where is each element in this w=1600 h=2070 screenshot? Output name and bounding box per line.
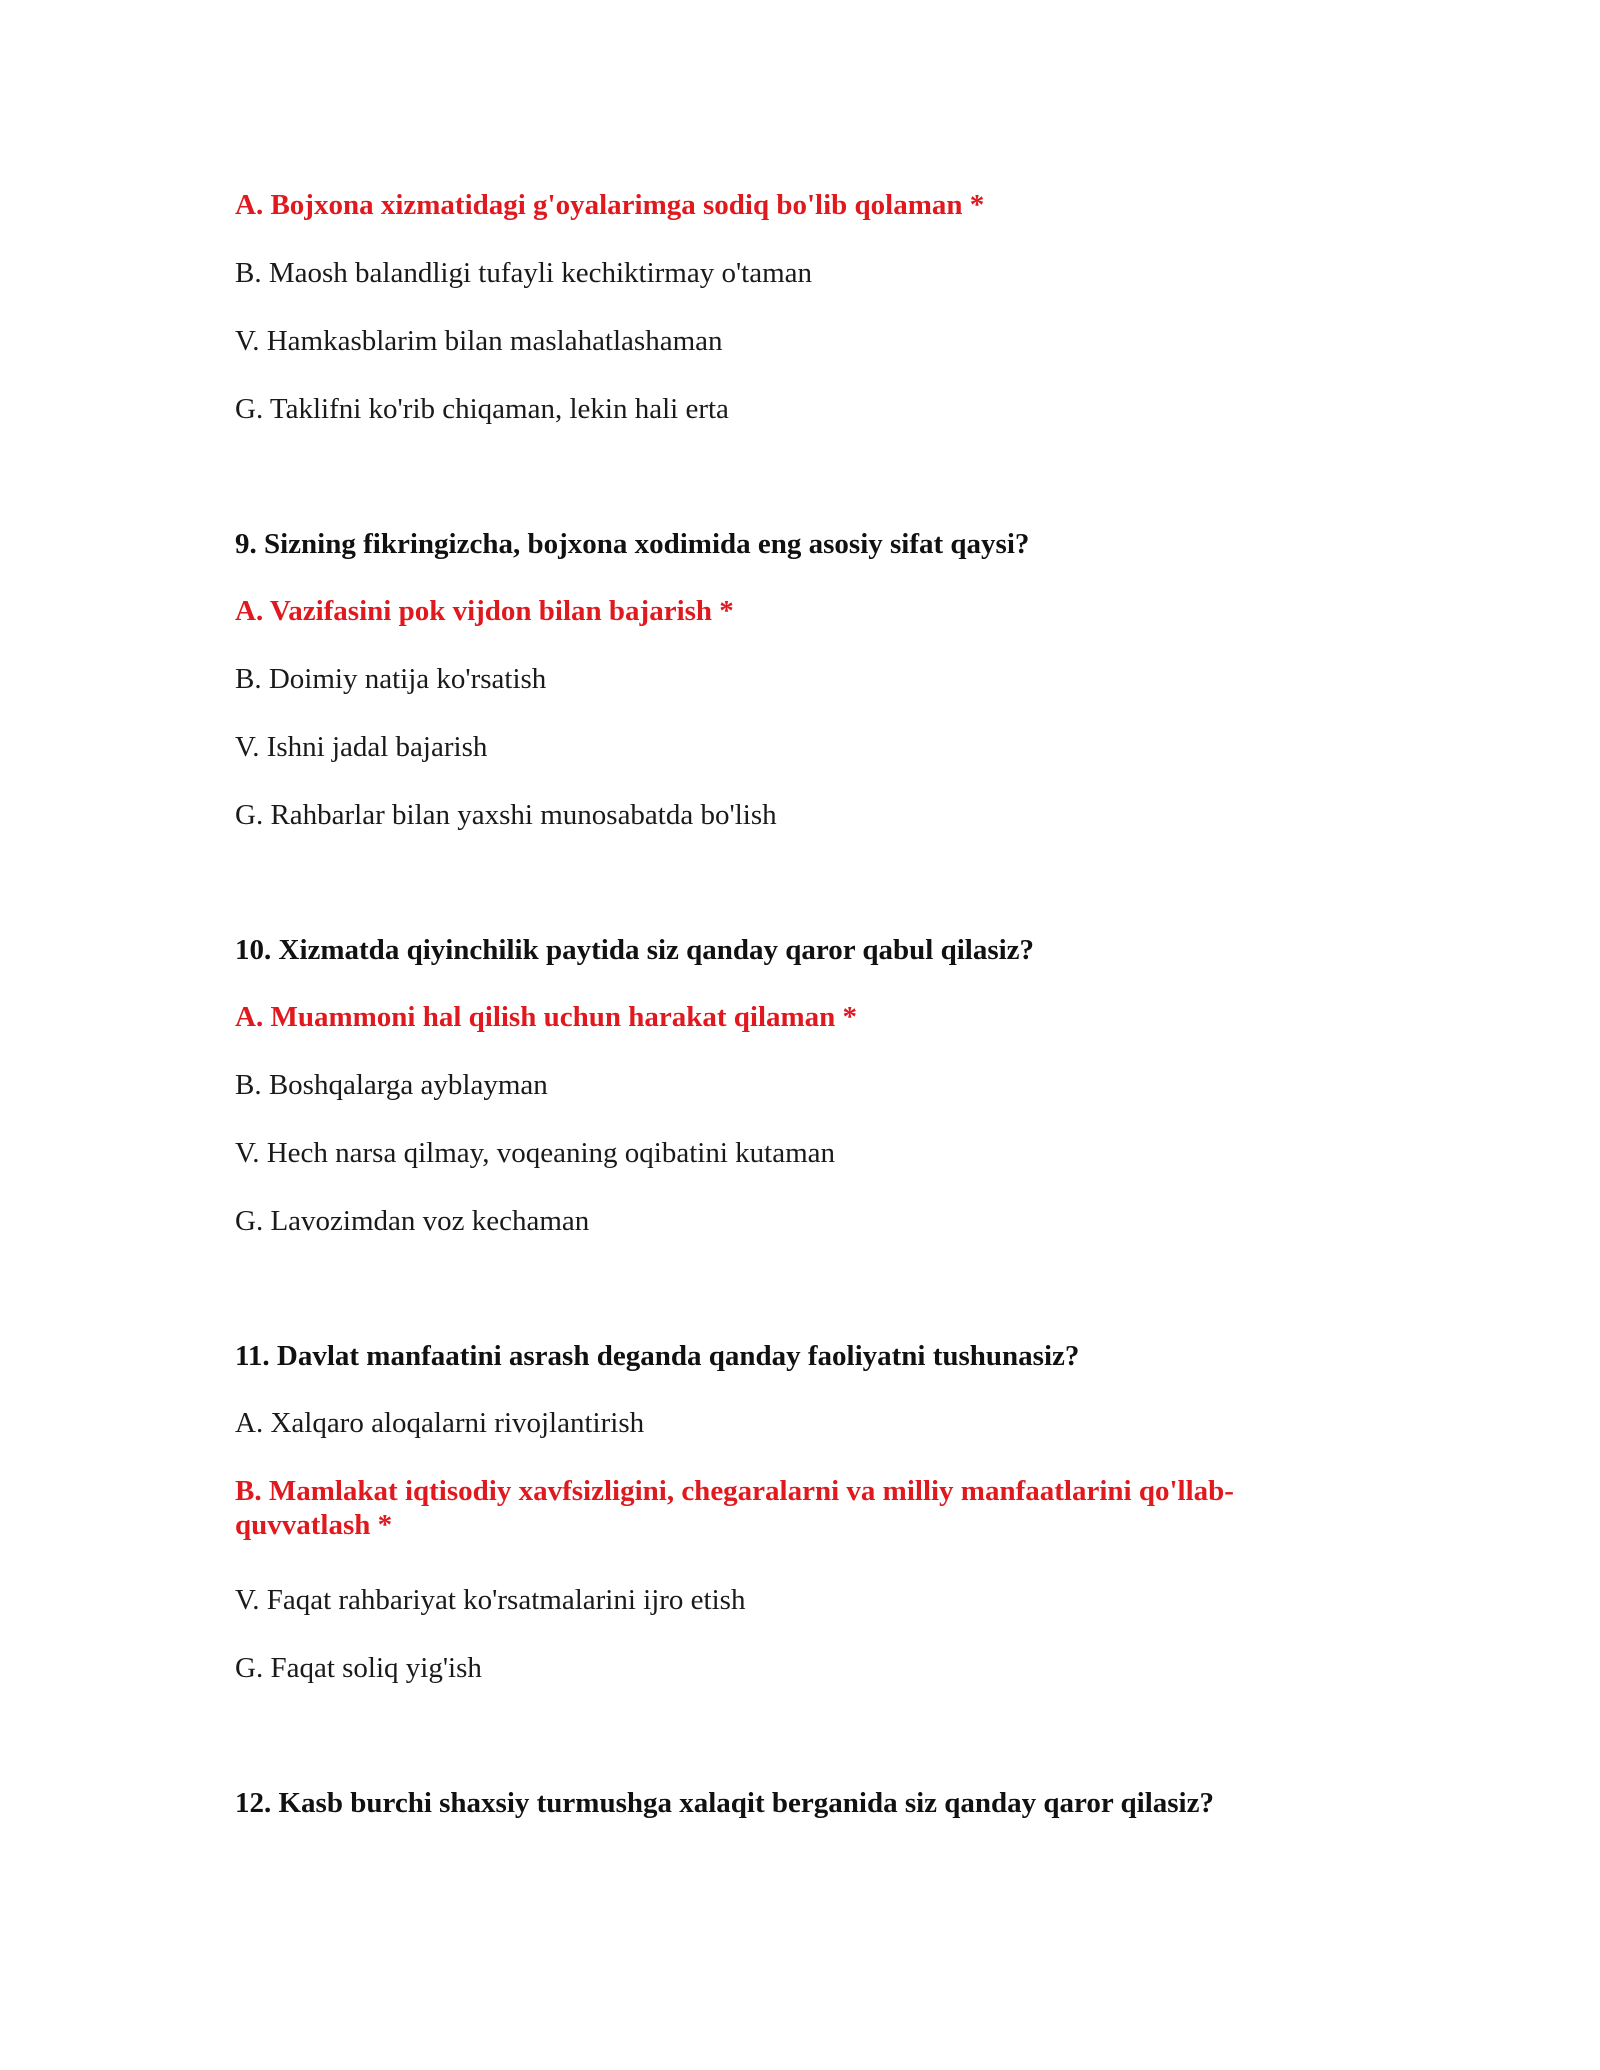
question-12: 12. Kasb burchi shaxsiy turmushga xalaqit berganida siz qanday qaror qilasiz? <box>235 1787 1214 1819</box>
q9-option-a-correct: A. Vazifasini pok vijdon bilan bajarish * <box>235 595 734 627</box>
q10-option-b: B. Boshqalarga ayblayman <box>235 1069 548 1101</box>
q8-option-a-correct: A. Bojxona xizmatidagi g'oyalarimga sodiq bo'lib qolaman * <box>235 189 985 221</box>
q10-option-g: G. Lavozimdan voz kechaman <box>235 1205 590 1237</box>
q10-option-a-correct: A. Muammoni hal qilish uchun harakat qilaman * <box>235 1001 858 1033</box>
q11-option-g: G. Faqat soliq yig'ish <box>235 1652 482 1684</box>
q9-option-b: B. Doimiy natija ko'rsatish <box>235 663 547 695</box>
q11-option-a: A. Xalqaro aloqalarni rivojlantirish <box>235 1407 645 1439</box>
q8-option-v: V. Hamkasblarim bilan maslahatlashaman <box>235 325 723 357</box>
q8-option-b: B. Maosh balandligi tufayli kechiktirmay o'taman <box>235 257 813 289</box>
q11-option-b-correct: B. Mamlakat iqtisodiy xavfsizligini, chegaralarni va milliy manfaatlarini qo'llab-quvvatlash * <box>235 1475 1234 1541</box>
question-9: 9. Sizning fikringizcha, bojxona xodimida eng asosiy sifat qaysi? <box>235 528 1030 560</box>
question-11: 11. Davlat manfaatini asrash deganda qanday faoliyatni tushunasiz? <box>235 1340 1080 1372</box>
q11-option-v: V. Faqat rahbariyat ko'rsatmalarini ijro etish <box>235 1584 746 1616</box>
q10-option-v: V. Hech narsa qilmay, voqeaning oqibatini kutaman <box>235 1137 835 1169</box>
question-10: 10. Xizmatda qiyinchilik paytida siz qanday qaror qabul qilasiz? <box>235 934 1035 966</box>
q9-option-g: G. Rahbarlar bilan yaxshi munosabatda bo'lish <box>235 799 777 831</box>
q8-option-g: G. Taklifni ko'rib chiqaman, lekin hali erta <box>235 393 729 425</box>
q9-option-v: V. Ishni jadal bajarish <box>235 731 488 763</box>
